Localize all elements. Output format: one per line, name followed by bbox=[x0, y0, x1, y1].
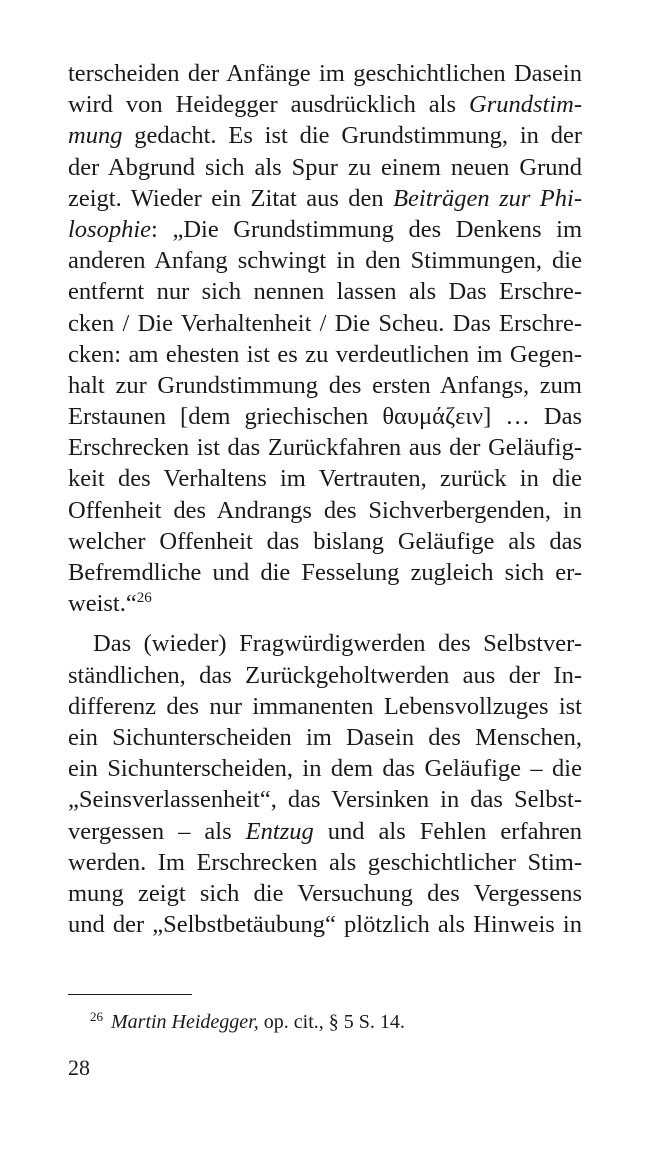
text-line: keit des Verhaltens im Vertrauten, zurück in die bbox=[68, 465, 582, 493]
text-line: welcher Offenheit das bislang Geläufige als das bbox=[68, 527, 582, 555]
text-line: ein Sichunterscheiden im Dasein des Menschen, bbox=[68, 723, 582, 751]
text-span: und als Fehlen erfahren bbox=[327, 817, 583, 845]
text-line: differenz des nur immanenten Lebensvollzuges ist bbox=[68, 692, 582, 720]
text-span: wird von Heidegger ausdrücklich als bbox=[68, 91, 457, 119]
paragraph-2 bbox=[68, 628, 582, 940]
emphasis-term: Entzug bbox=[245, 817, 314, 845]
text-span: weist.“ bbox=[68, 590, 137, 618]
text-line: mung zeigt sich die Versuchung des Vergessens bbox=[68, 879, 582, 907]
paragraph-1 bbox=[68, 58, 582, 619]
text-line: cken: am ehesten ist es zu verdeutlichen im Gegen- bbox=[68, 340, 582, 368]
text-line: Befremdliche und die Fesselung zugleich sich er- bbox=[68, 559, 582, 586]
text-line: der Abgrund sich als Spur zu einem neuen Grund bbox=[68, 153, 582, 181]
text-line: cken / Die Verhaltenheit / Die Scheu. Das Erschre- bbox=[68, 309, 582, 337]
text-span: : „Die Grundstimmung des Denkens im bbox=[151, 215, 582, 243]
text-line: halt zur Grundstimmung des ersten Anfangs, zum bbox=[68, 371, 582, 399]
page-number: 28 bbox=[68, 1055, 90, 1080]
text-line bbox=[68, 183, 582, 214]
text-line: entfernt nur sich nennen lassen als Das Erschre- bbox=[68, 278, 582, 306]
book-title: Beiträgen zur Phi- bbox=[393, 184, 582, 212]
footnote-divider bbox=[68, 994, 192, 995]
text-line: „Seinsverlassenheit“, das Versinken in das Selbst- bbox=[68, 786, 582, 814]
text-line: Erschrecken ist das Zurückfahren aus der Geläufig- bbox=[68, 434, 582, 462]
text-line bbox=[68, 214, 582, 245]
text-line: anderen Anfang schwingt in den Stimmungen, die bbox=[68, 247, 582, 275]
footnote-author: Martin Heidegger, bbox=[111, 1011, 259, 1033]
text-line: Erstaunen [dem griechischen θαυμάζειν] … Das bbox=[68, 403, 582, 431]
text-line: ständlichen, das Zurückgeholtwerden aus der In- bbox=[68, 661, 582, 689]
text-line: und der „Selbstbetäubung“ plötzlich als Hinweis in bbox=[68, 911, 582, 939]
emphasis-term: Grundstim- bbox=[469, 91, 582, 119]
footnote-number: 26 bbox=[90, 1009, 103, 1024]
text-span: zeigt. Wieder ein Zitat aus den bbox=[68, 184, 384, 212]
footnote bbox=[90, 1009, 405, 1035]
text-line: terscheiden der Anfänge im geschichtlichen Dasein bbox=[68, 60, 582, 87]
text-line bbox=[68, 816, 582, 847]
text-line bbox=[68, 588, 582, 619]
text-span: gedacht. Es ist die Grundstimmung, in der bbox=[134, 122, 582, 150]
text-line bbox=[68, 120, 582, 151]
text-line bbox=[68, 89, 582, 120]
text-line: ein Sichunterscheiden, in dem das Geläufige – die bbox=[68, 755, 582, 783]
book-title: losophie bbox=[68, 215, 152, 243]
page-body bbox=[68, 58, 582, 940]
emphasis-term: mung bbox=[68, 122, 123, 150]
text-line: werden. Im Erschrecken als geschichtlicher Stim- bbox=[68, 848, 582, 876]
paragraph-gap bbox=[68, 619, 582, 628]
text-span: vergessen – als bbox=[68, 817, 232, 845]
footnote-reference[interactable]: 26 bbox=[136, 590, 152, 607]
footnote-reference-text: op. cit., § 5 S. 14. bbox=[263, 1011, 405, 1033]
text-line: Das (wieder) Fragwürdigwerden des Selbstver- bbox=[93, 630, 582, 658]
text-line: Offenheit des Andrangs des Sichverbergenden, in bbox=[68, 496, 582, 524]
